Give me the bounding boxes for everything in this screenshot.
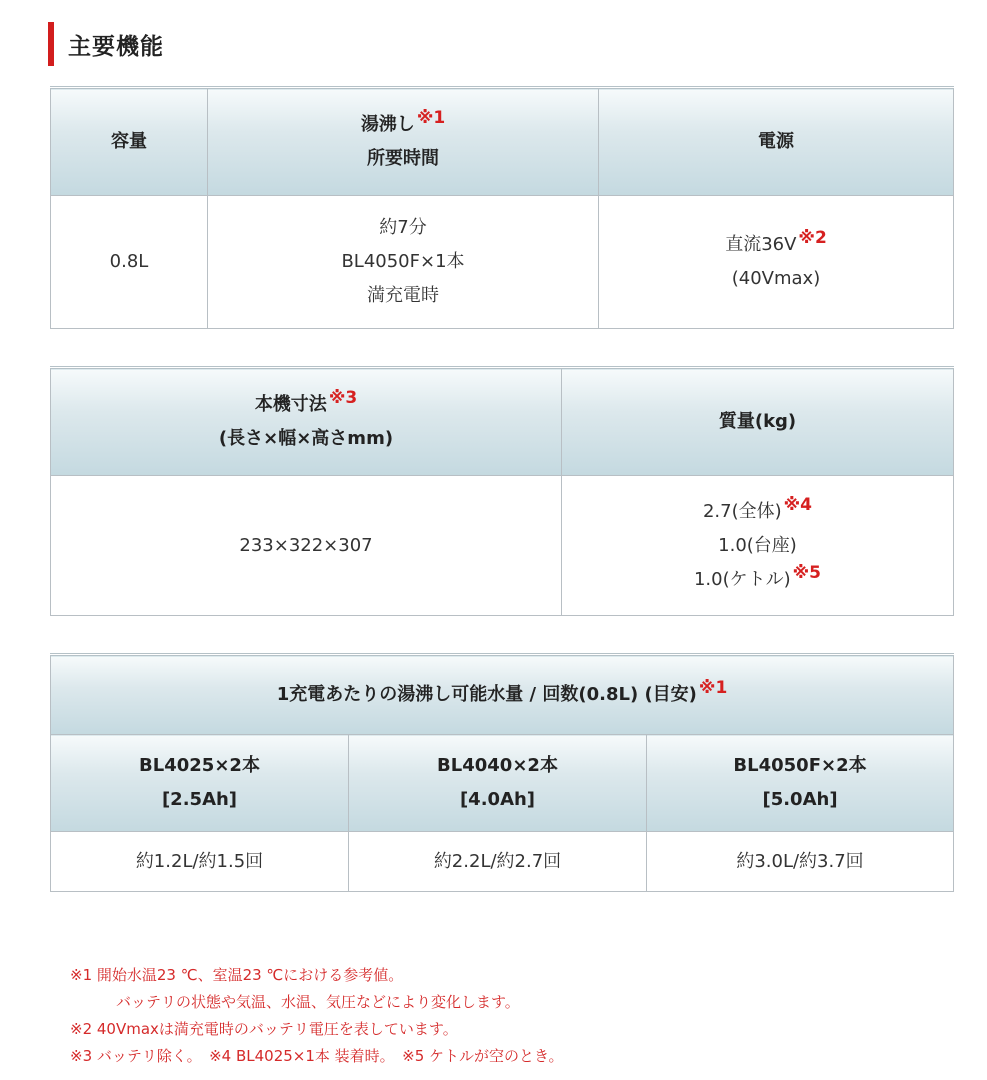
cell-volume-bl4050f: 約3.0L/約3.7回 xyxy=(647,832,954,892)
battery-model: BL4025×2本 xyxy=(139,755,260,776)
header-mass: 質量(kg) xyxy=(562,368,954,476)
footnote-2: ※2 40Vmaxは満充電時のバッテリ電圧を表しています。 xyxy=(70,1020,458,1038)
header-boil-time-line1: 湯沸し xyxy=(360,114,415,135)
footnote-1: ※1 開始水温23 ℃、室温23 ℃における参考値。 xyxy=(70,966,404,984)
cell-power-line1: 直流36V xyxy=(725,234,797,255)
header-power: 電源 xyxy=(599,88,954,196)
cell-dimensions: 233×322×307 xyxy=(51,476,562,616)
header-capacity-per-charge xyxy=(51,655,954,735)
spec-table-basic xyxy=(50,86,954,329)
cell-volume-bl4025: 約1.2L/約1.5回 xyxy=(51,832,349,892)
battery-model: BL4040×2本 xyxy=(437,755,558,776)
note-mark: ※1 xyxy=(416,108,446,128)
table-row xyxy=(51,476,954,616)
header-dimensions-line1: 本機寸法 xyxy=(254,394,327,415)
cell-power-line2: (40Vmax) xyxy=(731,268,821,289)
table-header-row xyxy=(51,368,954,476)
battery-capacity: [4.0Ah] xyxy=(459,789,536,810)
spec-table-size xyxy=(50,366,954,616)
footnotes xyxy=(70,962,563,1070)
table-title-row xyxy=(51,655,954,735)
cell-mass xyxy=(562,476,954,616)
section-heading xyxy=(48,22,164,66)
header-capacity-per-charge-text: 1充電あたりの湯沸し可能水量 / 回数(0.8L) (目安) xyxy=(276,684,697,705)
cell-boil-time-line2: BL4050F×1本 xyxy=(341,251,465,272)
footnote-3: ※3 バッテリ除く。 ※4 BL4025×1本 装着時。 ※5 ケトルが空のとき。 xyxy=(70,1047,564,1065)
header-boil-time xyxy=(208,88,599,196)
table-header-row xyxy=(51,735,954,832)
header-dimensions xyxy=(51,368,562,476)
spec-table-capacity-per-charge xyxy=(50,653,954,892)
note-mark: ※5 xyxy=(792,562,822,583)
header-battery-bl4050f xyxy=(647,735,954,832)
battery-capacity: [2.5Ah] xyxy=(161,789,238,810)
note-mark: ※1 xyxy=(698,678,728,698)
cell-boil-time-line3: 満充電時 xyxy=(367,285,439,306)
cell-mass-base: 1.0(台座) xyxy=(718,534,797,556)
cell-boil-time-line1: 約7分 xyxy=(379,217,427,238)
header-capacity: 容量 xyxy=(51,88,208,196)
page-title: 主要機能 xyxy=(68,33,164,60)
battery-model: BL4050F×2本 xyxy=(733,755,867,776)
heading-accent-bar xyxy=(48,22,54,66)
header-dimensions-line2: (長さ×幅×高さmm) xyxy=(218,428,394,449)
table-row xyxy=(51,832,954,892)
table-header-row xyxy=(51,88,954,196)
cell-mass-kettle: 1.0(ケトル) xyxy=(693,568,791,590)
note-mark: ※4 xyxy=(783,494,813,515)
cell-power xyxy=(599,196,954,329)
battery-capacity: [5.0Ah] xyxy=(762,789,838,810)
cell-boil-time xyxy=(208,196,599,329)
cell-volume-bl4040: 約2.2L/約2.7回 xyxy=(349,832,647,892)
note-mark: ※3 xyxy=(328,388,358,408)
note-mark: ※2 xyxy=(798,228,827,248)
cell-capacity: 0.8L xyxy=(51,196,208,329)
header-battery-bl4025 xyxy=(51,735,349,832)
footnote-1-cont: バッテリの状態や気温、水温、気圧などにより変化します。 xyxy=(116,993,520,1011)
header-battery-bl4040 xyxy=(349,735,647,832)
cell-mass-total: 2.7(全体) xyxy=(702,500,782,522)
header-boil-time-line2: 所要時間 xyxy=(367,148,439,169)
table-row xyxy=(51,196,954,329)
